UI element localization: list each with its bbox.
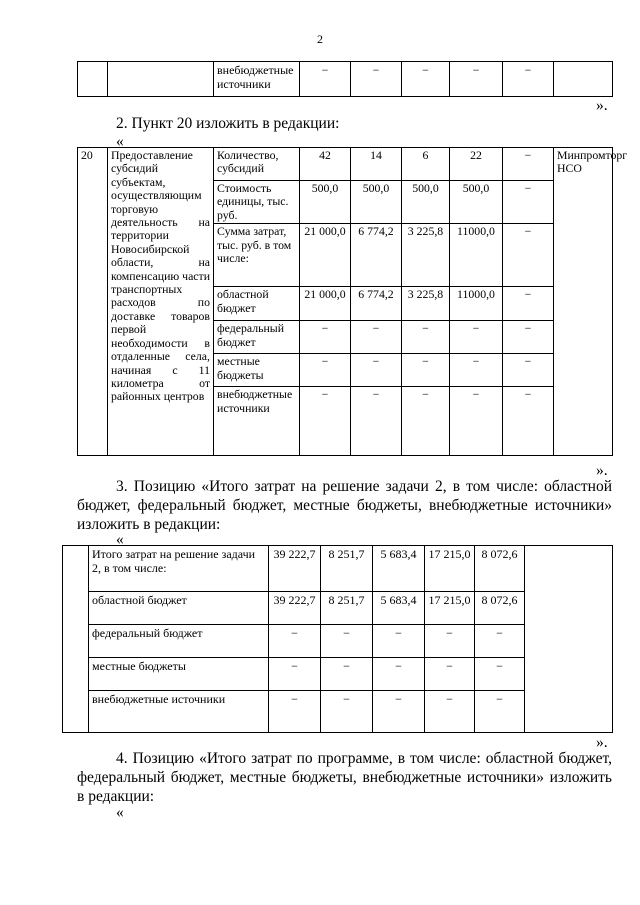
row-label: местные бюджеты [214, 354, 300, 387]
row-value: − [351, 354, 402, 387]
row-value: 3 225,8 [402, 224, 450, 287]
row-value: 17 215,0 [425, 592, 475, 625]
item-4-paragraph: 4. Позицию «Итого затрат по программе, в том числе: областной бюджет, федеральный бюджет, местные бюджеты, внебюджетные источники» изложить в редакции: [77, 750, 612, 805]
row-value: − [503, 321, 554, 354]
totals-blank-cell [63, 546, 89, 733]
row-value: − [503, 148, 554, 181]
top-table [77, 61, 613, 97]
top-table-num-cell [78, 62, 108, 97]
row-label: федеральный бюджет [89, 625, 269, 658]
close-quote: ». [596, 97, 608, 114]
row-value: 8 072,6 [475, 592, 525, 625]
item-20-executor: Минпромторг НСО [554, 148, 613, 456]
row-label: областной бюджет [89, 592, 269, 625]
row-value: 39 222,7 [269, 592, 321, 625]
row-value: 8 251,7 [321, 592, 373, 625]
row-value: 6 774,2 [351, 287, 402, 321]
row-label: внебюджетные источники [214, 387, 300, 456]
row-value: 500,0 [450, 181, 503, 224]
row-value: 21 000,0 [300, 224, 351, 287]
row-label: областной бюджет [214, 287, 300, 321]
top-table-value: − [351, 62, 402, 97]
row-value: 22 [450, 148, 503, 181]
row-value: − [425, 658, 475, 691]
row-value: 17 215,0 [425, 546, 475, 592]
row-label: Стоимость единицы, тыс. руб. [214, 181, 300, 224]
item-20-number: 20 [78, 148, 108, 456]
row-value: 500,0 [300, 181, 351, 224]
row-value: − [503, 387, 554, 456]
top-table-executor-cell [554, 62, 613, 97]
row-value: − [300, 321, 351, 354]
row-value: − [503, 354, 554, 387]
row-value: 5 683,4 [373, 546, 425, 592]
row-value: − [450, 354, 503, 387]
top-table-indicator: внебюджетные источники [214, 62, 300, 97]
row-value: − [450, 387, 503, 456]
row-value: − [300, 387, 351, 456]
row-value: 500,0 [351, 181, 402, 224]
row-value: 8 072,6 [475, 546, 525, 592]
row-value: 5 683,4 [373, 592, 425, 625]
row-value: 3 225,8 [402, 287, 450, 321]
top-table-value: − [503, 62, 554, 97]
page-number: 2 [317, 32, 323, 46]
item-20-description: Предоставление субсидий субъектам, осуществляющим торговую деятельность на территории Новосибирской области, на компенсацию части транспортных расходов по доставке товаров первой необходимости в отдаленные села, начиная с 11 километра от районных центров [108, 148, 214, 456]
row-value: 39 222,7 [269, 546, 321, 592]
totals-blank-cell [525, 546, 613, 733]
row-value: − [321, 691, 373, 733]
row-value: 14 [351, 148, 402, 181]
item-3-paragraph: 3. Позицию «Итого затрат на решение задачи 2, в том числе: областной бюджет, федеральный бюджет, местные бюджеты, внебюджетные источники» изложить в редакции: [77, 478, 612, 533]
close-quote: ». [596, 734, 608, 751]
row-value: 8 251,7 [321, 546, 373, 592]
row-value: − [503, 181, 554, 224]
open-quote: « [116, 804, 124, 821]
row-value: 11000,0 [450, 224, 503, 287]
row-label: внебюджетные источники [89, 691, 269, 733]
row-value: − [351, 387, 402, 456]
row-label: Итого затрат на решение задачи 2, в том числе: [89, 546, 269, 592]
row-value: 6 [402, 148, 450, 181]
row-value: − [402, 354, 450, 387]
item-2-heading: 2. Пункт 20 изложить в редакции: [116, 115, 340, 132]
close-quote: ». [596, 462, 608, 479]
row-value: − [402, 321, 450, 354]
row-value: − [402, 387, 450, 456]
row-label: Сумма затрат, тыс. руб. в том числе: [214, 224, 300, 287]
row-value: − [321, 658, 373, 691]
item-20-table [77, 147, 628, 456]
row-value: − [475, 625, 525, 658]
row-label: местные бюджеты [89, 658, 269, 691]
row-value: − [351, 321, 402, 354]
row-value: − [373, 625, 425, 658]
totals-table [62, 545, 613, 733]
row-value: − [425, 691, 475, 733]
top-table-value: − [402, 62, 450, 97]
row-value: − [503, 287, 554, 321]
row-value: − [269, 625, 321, 658]
row-value: 11000,0 [450, 287, 503, 321]
row-value: − [450, 321, 503, 354]
row-value: 6 774,2 [351, 224, 402, 287]
row-value: 500,0 [402, 181, 450, 224]
open-quote: « [116, 133, 124, 150]
row-label: Количество, субсидий [214, 148, 300, 181]
row-value: 42 [300, 148, 351, 181]
top-table-value: − [300, 62, 351, 97]
top-table-value: − [450, 62, 503, 97]
row-value: − [373, 658, 425, 691]
row-value: − [475, 658, 525, 691]
row-value: − [475, 691, 525, 733]
row-value: − [503, 224, 554, 287]
top-table-desc-cell [108, 62, 214, 97]
row-value: − [321, 625, 373, 658]
open-quote: « [116, 531, 124, 548]
row-value: 21 000,0 [300, 287, 351, 321]
row-label: федеральный бюджет [214, 321, 300, 354]
row-value: − [300, 354, 351, 387]
row-value: − [269, 691, 321, 733]
row-value: − [269, 658, 321, 691]
row-value: − [425, 625, 475, 658]
row-value: − [373, 691, 425, 733]
